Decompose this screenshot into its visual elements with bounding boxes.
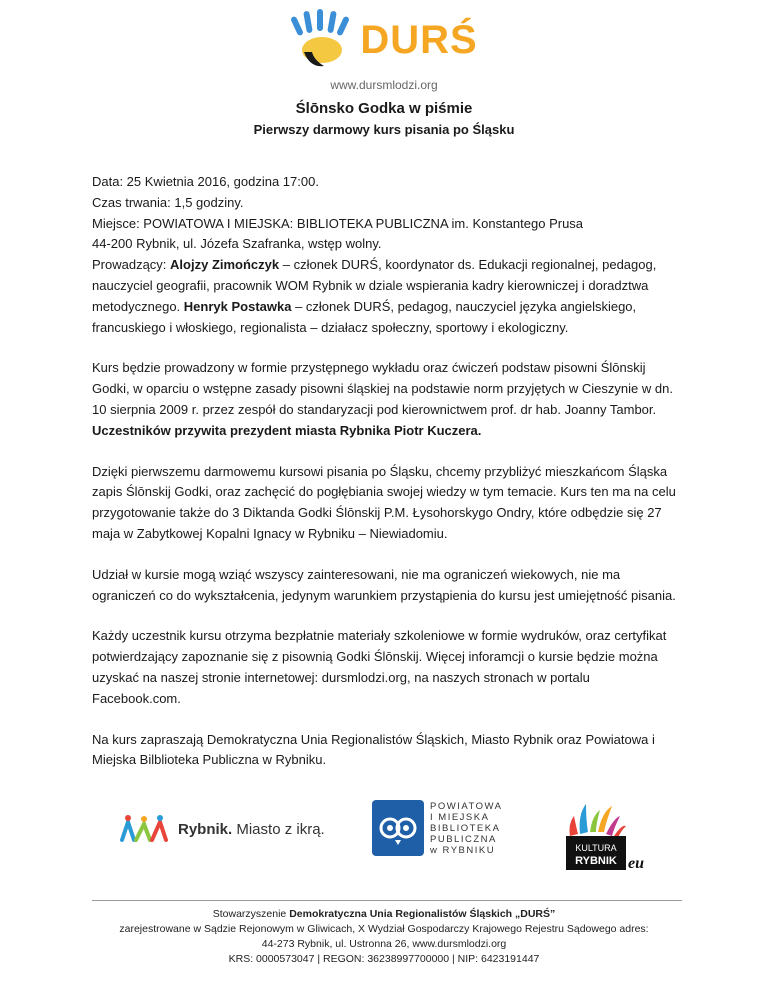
sponsor-logos — [92, 792, 682, 882]
header — [0, 8, 768, 92]
footer — [0, 907, 768, 967]
footer-registry: zarejestrowane w Sądzie Rejonowym w Gliwicach, X Wydział Gospodarczy Krajowego Rejestru Sądowego adres: — [119, 923, 649, 935]
rybnik-word: RYBNIK — [575, 855, 617, 867]
main-content — [92, 172, 682, 791]
paragraph-course-format — [92, 358, 682, 441]
library-line: I MIEJSKA — [430, 811, 490, 823]
rybnik-slogan-rest: Miasto z ikrą. — [232, 820, 325, 838]
host1-description: – członek DURŚ, koordynator ds. Edukacji regionalnej, pedagog, nauczyciel geografii, pracownik WOM Rybnik w dziale wspierania kadry kierowniczej i doradztwa metodycznego. — [92, 257, 657, 314]
paragraph-course-goal: Dzięki pierwszemu darmowemu kursowi pisania po Śląsku, chcemy przybliżyć mieszkańcom Śląska zapis Ślōnskij Godki, oraz zachęcić do pogłębiania swojej wiedzy w tym temacie. Kurs ten ma na celu przygotowanie także do 3 Diktanda Godki Ślōnskij P.M. Łysohorskygo Ondry, które odbędzie się 27 maja w Zabytkowej Kopalni Ignacy w Rybniku – Niewiadomiu. — [92, 463, 676, 541]
paragraph-participation: Udział w kursie mogą wziąć wszyscy zainteresowani, nie ma ograniczeń wiekowych, nie ma ograniczeń co do wykształcenia, jedynym warunkiem przystąpienia do kursu jest umiejętność pisania. — [92, 566, 676, 603]
page-title: Ślōnsko Godka w piśmie — [295, 100, 473, 117]
hosts-label: Prowadzący: — [92, 257, 171, 273]
owl-icon — [372, 800, 424, 856]
kultura-rybnik-logo — [562, 796, 646, 883]
kultura-word: KULTURA — [575, 843, 617, 853]
event-date: Data: 25 Kwietnia 2016, godzina 17:00. — [92, 174, 319, 189]
event-address: 44-200 Rybnik, ul. Józefa Szafranka, wstęp wolny. — [92, 236, 382, 252]
hand-logo-icon — [290, 8, 356, 72]
footer-ids: KRS: 0000573047 | REGON: 36238997700000 | NIP: 6423191447 — [228, 953, 540, 965]
library-logo — [372, 800, 502, 856]
event-place: Miejsce: POWIATOWA I MIEJSKA: BIBLIOTEKA PUBLICZNA im. Konstantego Prusa — [92, 215, 584, 231]
host2-name: Henryk Postawka — [183, 298, 292, 314]
library-line: w RYBNIKU — [430, 844, 496, 856]
paragraph-invitation: Na kurs zapraszają Demokratyczna Unia Regionalistów Śląskich, Miasto Rybnik oraz Powiatowa i Miejska Bilblioteka Publiczna w Rybniku. — [92, 731, 655, 768]
rybnik-slogan — [178, 821, 325, 838]
event-duration: Czas trwania: 1,5 godziny. — [92, 194, 244, 210]
library-name — [430, 801, 502, 856]
footer-org-name: Demokratyczna Unia Regionalistów Śląskich „DURŚ” — [289, 908, 556, 920]
rybnik-logo — [120, 814, 325, 844]
website-url[interactable]: www.dursmlodzi.org — [330, 78, 438, 92]
library-line: PUBLICZNA — [430, 833, 497, 845]
host1-name: Alojzy Zimończyk — [170, 257, 280, 273]
durs-logo-text: DURŚ — [360, 17, 478, 62]
rybnik-figures-icon — [120, 814, 168, 844]
welcome-note: Uczestników przywita prezydent miasta Rybnika Piotr Kuczera. — [92, 422, 482, 438]
host2-description: – członek DURŚ, pedagog, nauczyciel języka angielskiego, francuskiego i włoskiego, regionalista – działacz społeczny, sportowy i ekologiczny. — [92, 298, 637, 335]
library-line: BIBLIOTEKA — [430, 822, 501, 834]
footer-address: 44-273 Rybnik, ul. Ustronna 26, www.dursmlodzi.org — [261, 938, 507, 950]
durs-logo — [0, 8, 768, 72]
eu-suffix: eu — [628, 855, 644, 872]
page-subtitle: Pierwszy darmowy kurs pisania po Śląsku — [253, 122, 515, 137]
footer-org-prefix: Stowarzyszenie — [212, 908, 290, 920]
library-line: POWIATOWA — [430, 800, 503, 812]
course-format-text: Kurs będzie prowadzony w formie przystępnego wykładu oraz ćwiczeń podstaw pisowni Ślōnskij Godki, w oparciu o wstępne zasady pisowni śląskiej na podstawie norm przyjętych w Cieszynie w dn. 10 sierpnia 2009 r. przez zespół do standaryzacji pod kierownictwem prof. dr hab. Joanny Tambor. — [92, 360, 673, 417]
rybnik-slogan-bold: Rybnik. — [178, 820, 233, 838]
event-details — [92, 172, 682, 338]
footer-divider — [92, 900, 682, 901]
footer-org-line — [0, 907, 768, 922]
paragraph-materials: Każdy uczestnik kursu otrzyma bezpłatnie materiały szkoleniowe w formie wydruków, oraz certyfikat potwierdzający zapoznanie się z pisownią Godki Ślōnskij. Więcej inforamcji o kursie będzie można uzyskać na naszej stronie internetowej: dursmlodzi.org, na naszych stronach w portalu Facebook.com. — [92, 628, 667, 706]
